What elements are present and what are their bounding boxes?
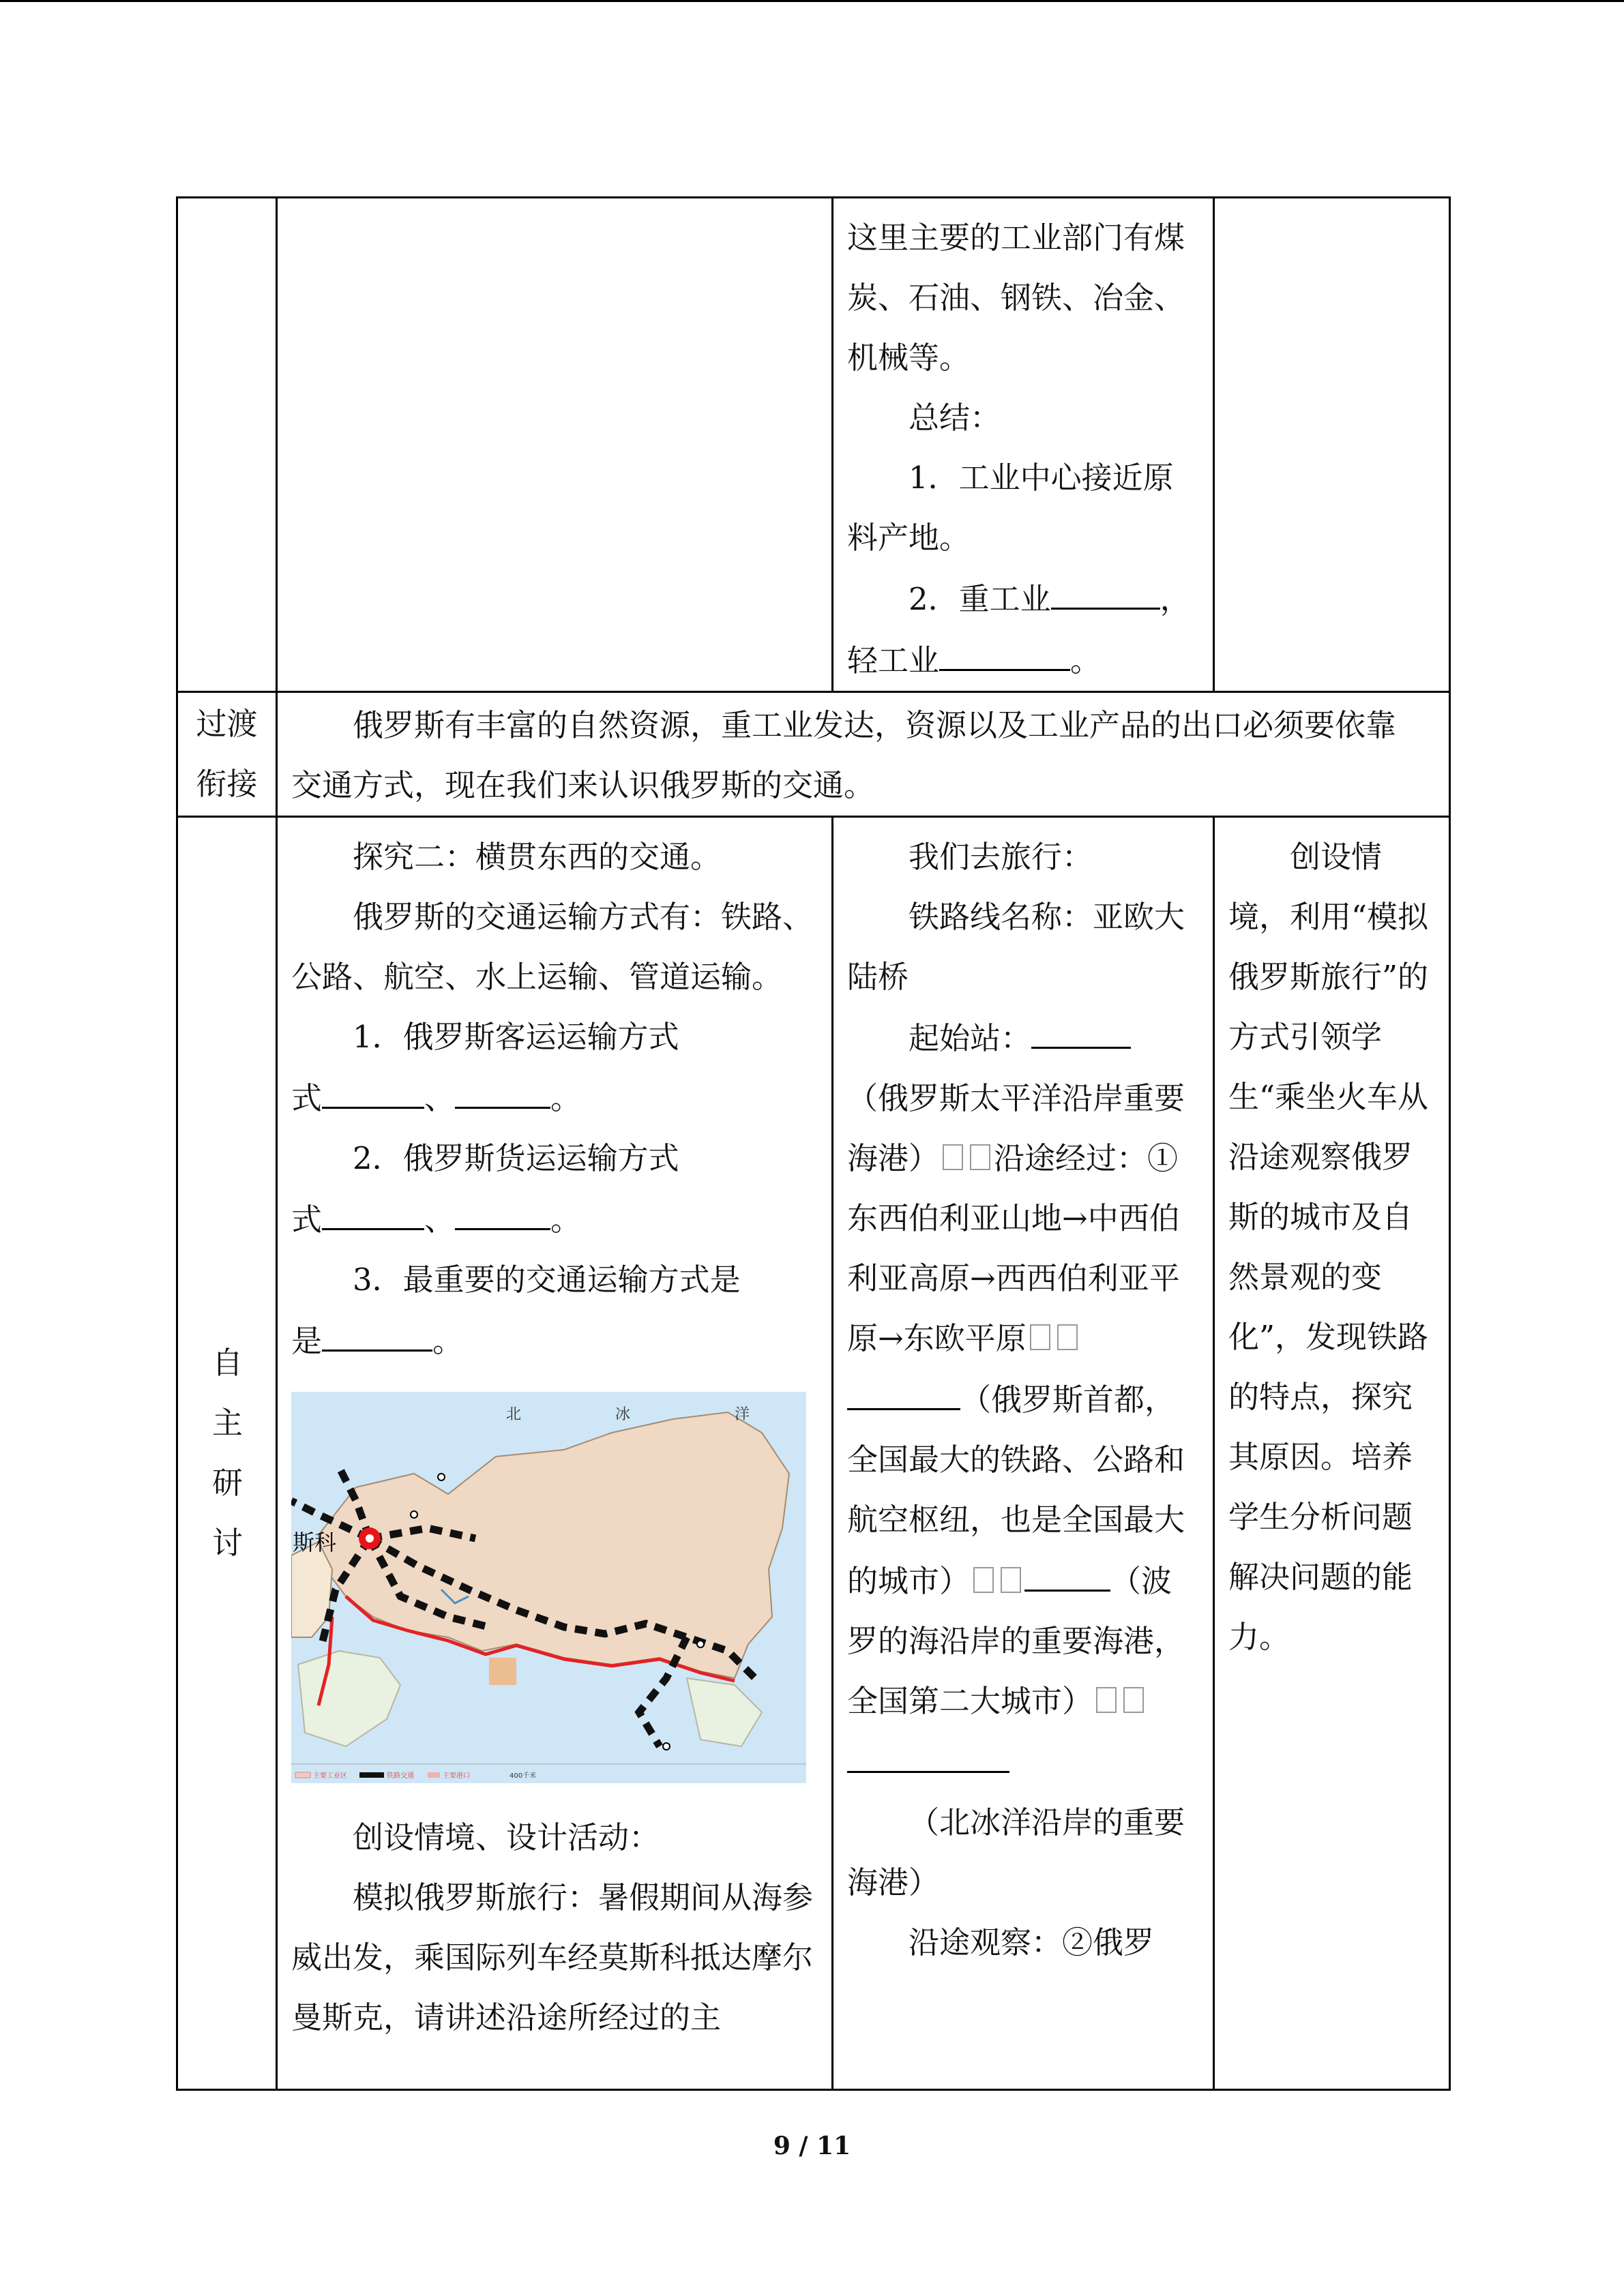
lesson-plan-table [176,196,1451,2091]
row2-content-cell [277,692,1450,817]
transport-modes-text: 俄罗斯的交通运输方式有：铁路、公路、航空、水上运输、管道运输。 [291,899,814,995]
fill-blank[interactable] [322,1310,432,1352]
row1-teacher-cell [277,198,833,692]
fill-blank[interactable] [1024,1550,1110,1592]
fill-blank[interactable] [455,1189,550,1230]
arctic-port-note: （北冰洋沿岸的重要海港） [847,1804,1185,1900]
question-1-blanks: 式 、 。 [291,1067,819,1129]
activity-text: 模拟俄罗斯旅行：暑假期间从海参威出发，乘国际列车经莫斯科抵达摩尔曼斯克，请讲述沿途所经过的主 [291,1879,814,2036]
question-2-blanks: 式 、 。 [291,1189,819,1250]
transition-text: 俄罗斯有丰富的自然资源，重工业发达，资源以及工业产品的出口必须要依靠交通方式，现在我们来认识俄罗斯的交通。 [291,707,1397,803]
summary-item-1: 1．工业中心接近原料产地。 [847,460,1174,556]
fill-blank[interactable] [455,1067,550,1109]
trip-heading: 我们去旅行： [909,839,1093,875]
rail-line-name: 铁路线名称：亚欧大陆桥 [847,899,1185,995]
question-1: 1．俄罗斯客运运输方式 [353,1019,679,1055]
observe-text: 沿途观察：②俄罗 [909,1924,1155,1960]
map-label-ocean: 洋 [735,1406,750,1423]
activity-title: 创设情境、设计活动： [353,1819,660,1855]
fill-blank[interactable] [322,1189,424,1230]
missing-glyph-box [1030,1324,1050,1350]
transition-label: 过渡衔接 [196,706,258,802]
fill-blank[interactable] [1051,568,1160,610]
row1-purpose-cell [1214,198,1450,692]
missing-glyph-box [1096,1687,1117,1713]
summary-item-2: 2．重工业 ， 轻工业 。 [847,568,1200,691]
map-legend-port: 主要港口 [443,1772,470,1780]
fill-blank[interactable] [1031,1007,1131,1049]
arctic-port-blank [847,1731,1200,1793]
map-scale: 400千米 [510,1772,537,1780]
row1-student-cell [833,198,1214,692]
question-2: 2．俄罗斯货运运输方式 [353,1140,679,1176]
missing-glyph-box [973,1567,994,1593]
self-study-label: 自主研讨 [212,1345,243,1561]
row3-teacher-cell [277,817,833,2090]
row2-label-cell [177,692,277,817]
missing-glyph-box [943,1144,963,1170]
row3-student-cell [833,817,1214,2090]
fill-blank[interactable] [939,629,1070,671]
row3-label-cell [177,817,277,2090]
moscow-note: （俄罗斯首都，全国最大的铁路、公路和航空枢纽，也是全国最大的城市） （波罗的海沿岸的重要海港，全国第二大城市） [847,1369,1200,1731]
explore-two-title: 探究二：横贯东西的交通。 [353,839,722,875]
missing-glyph-box [1057,1324,1078,1350]
missing-glyph-box [1123,1687,1144,1713]
missing-glyph-box [1001,1567,1021,1593]
summary-heading: 总结： [909,400,1001,436]
table-row [177,692,1450,817]
fill-blank[interactable] [847,1731,1009,1773]
map-legend-industry: 主要工业区 [313,1772,347,1780]
start-station: 起始站： [847,1007,1200,1069]
row1-label-cell [177,198,277,692]
map-legend-railway: 铁路交通 [387,1772,414,1780]
fill-blank[interactable] [322,1067,424,1109]
missing-glyph-box [970,1144,990,1170]
table-row [177,198,1450,692]
top-border-line [0,0,1624,2]
map-label-ice: 冰 [615,1406,631,1423]
row3-purpose-cell [1214,817,1450,2090]
design-purpose-text: 创设情境，利用“模拟俄罗斯旅行”的方式引领学生“乘坐火车从沿途观察俄罗斯的城市及自然景观的变化”，发现铁路的特点，探究其原因。培养学生分析问题解决问题的能力。 [1228,839,1429,1655]
start-station-note: （俄罗斯太平洋沿岸重要海港） 沿途经过：①东西伯利亚山地→中西伯利亚高原→西西伯利亚平原→东欧平原 [847,1080,1185,1356]
question-3-blank: 是 。 [291,1310,819,1371]
question-3: 3．最重要的交通运输方式是 [353,1262,741,1298]
page-number: 9 / 11 [773,2132,851,2160]
industry-sectors-text: 这里主要的工业部门有煤炭、石油、钢铁、冶金、机械等。 [847,220,1185,376]
map-label-moscow: 斯科 [293,1530,337,1555]
fill-blank[interactable] [847,1369,960,1410]
table-row [177,817,1450,2090]
russia-transport-map [291,1392,806,1783]
map-label-north: 北 [506,1406,522,1423]
